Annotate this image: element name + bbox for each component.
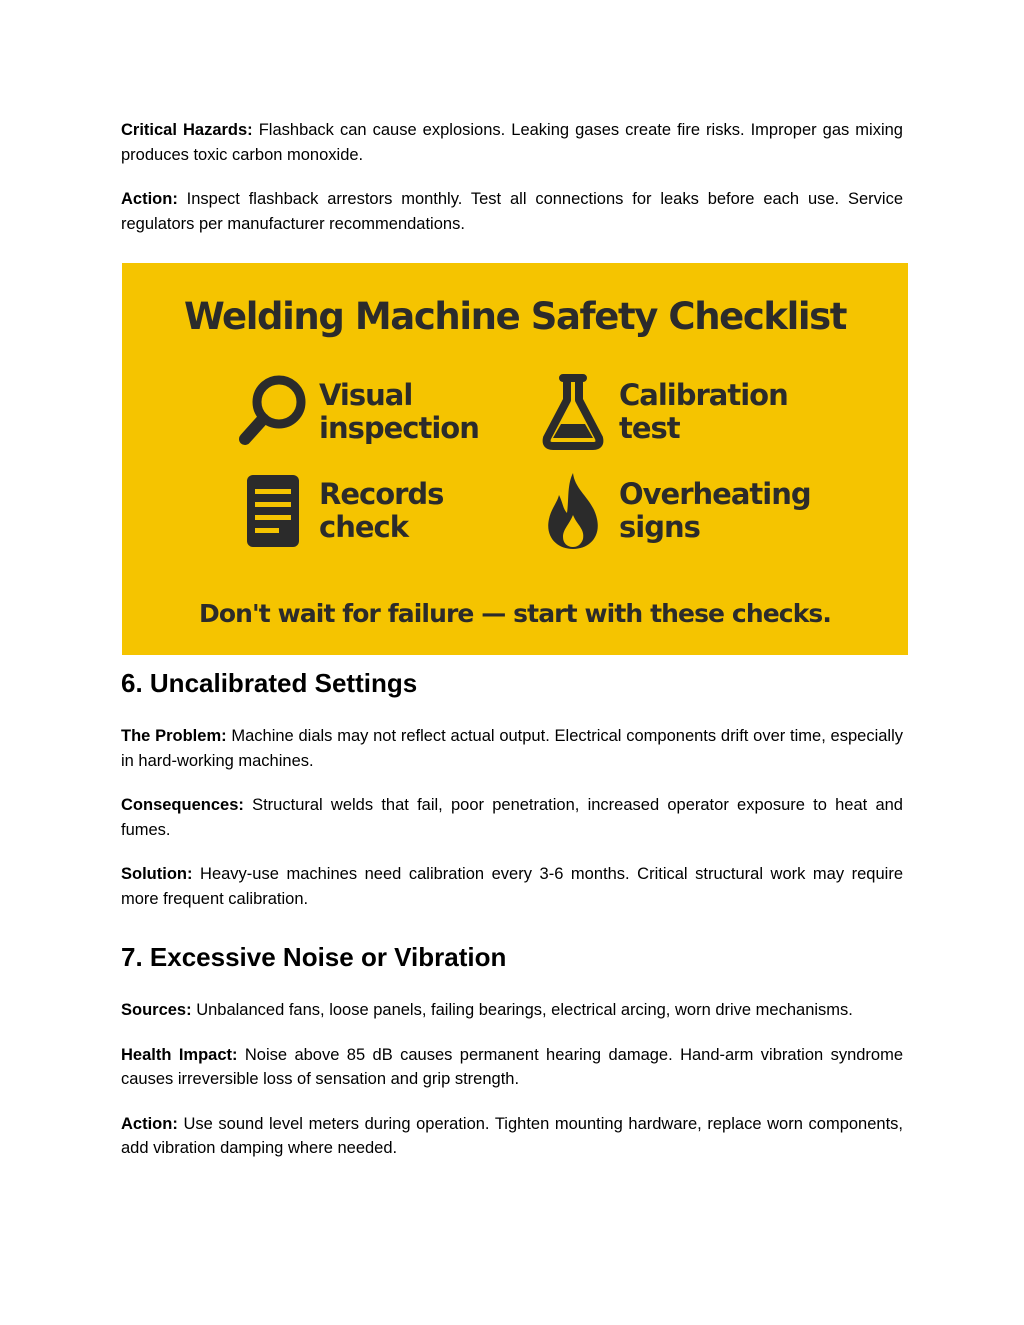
problem-label: The Problem: bbox=[121, 727, 227, 745]
health-impact-label: Health Impact: bbox=[121, 1045, 238, 1064]
checklist-item-records-check bbox=[237, 471, 499, 551]
critical-hazards-label: Critical Hazards: bbox=[121, 121, 253, 139]
document-body bbox=[121, 118, 903, 1181]
consequences-label: Consequences: bbox=[121, 796, 244, 814]
solution-label: Solution: bbox=[121, 865, 193, 883]
checklist-item-label: Overheating signs bbox=[619, 477, 811, 544]
critical-hazards-text: Flashback can cause explosions. Leaking gases create fire risks. Improper gas mixing produces toxic carbon monoxide. bbox=[121, 121, 903, 164]
section-7-action-label: Action: bbox=[121, 1114, 178, 1133]
section-7-heading: 7. Excessive Noise or Vibration bbox=[121, 942, 507, 972]
health-impact-paragraph bbox=[121, 1043, 903, 1092]
section-6-heading: 6. Uncalibrated Settings bbox=[121, 668, 418, 698]
checklist-item-label: Records check bbox=[319, 477, 444, 544]
solution-text: Heavy-use machines need calibration every 3-6 months. Critical structural work may require more frequent calibration. bbox=[121, 865, 903, 908]
section-7-action-paragraph bbox=[121, 1112, 903, 1161]
problem-paragraph bbox=[121, 724, 903, 773]
magnifier-icon bbox=[237, 372, 309, 452]
health-impact-text: Noise above 85 dB causes permanent hearing damage. Hand-arm vibration syndrome causes irreversible loss of sensation and grip strength. bbox=[121, 1045, 904, 1088]
checklist-item-label: Visual inspection bbox=[319, 378, 479, 445]
checklist-item-overheating-signs bbox=[537, 471, 811, 551]
problem-text: Machine dials may not reflect actual output. Electrical components drift over time, especially in hard-working machines. bbox=[121, 727, 903, 770]
checklist-item-calibration-test bbox=[537, 372, 799, 452]
checklist-item-label: Calibration test bbox=[619, 378, 788, 445]
flask-icon bbox=[537, 372, 609, 452]
solution-paragraph bbox=[121, 862, 903, 911]
section-7-action-text: Use sound level meters during operation. Tighten mounting hardware, replace worn components, add vibration damping where needed. bbox=[121, 1114, 903, 1157]
critical-hazards-paragraph bbox=[121, 118, 903, 167]
consequences-text: Structural welds that fail, poor penetration, increased operator exposure to heat and fumes. bbox=[121, 796, 903, 839]
safety-checklist-banner bbox=[122, 263, 908, 655]
consequences-paragraph bbox=[121, 793, 903, 842]
sources-text: Unbalanced fans, loose panels, failing bearings, electrical arcing, worn drive mechanisms. bbox=[191, 1001, 853, 1019]
intro-action-text: Inspect flashback arrestors monthly. Test all connections for leaks before each use. Service regulators per manufacturer recommendations. bbox=[121, 190, 903, 233]
checklist-item-visual-inspection bbox=[237, 372, 499, 452]
flame-icon bbox=[537, 471, 609, 551]
intro-action-label: Action: bbox=[121, 190, 178, 208]
sources-paragraph bbox=[121, 998, 903, 1023]
document-icon bbox=[237, 471, 309, 551]
sources-label: Sources: bbox=[121, 1001, 192, 1019]
banner-footer: Don't wait for failure — start with these checks. bbox=[198, 599, 832, 628]
intro-action-paragraph bbox=[121, 187, 903, 236]
banner-title: Welding Machine Safety Checklist bbox=[183, 295, 847, 338]
